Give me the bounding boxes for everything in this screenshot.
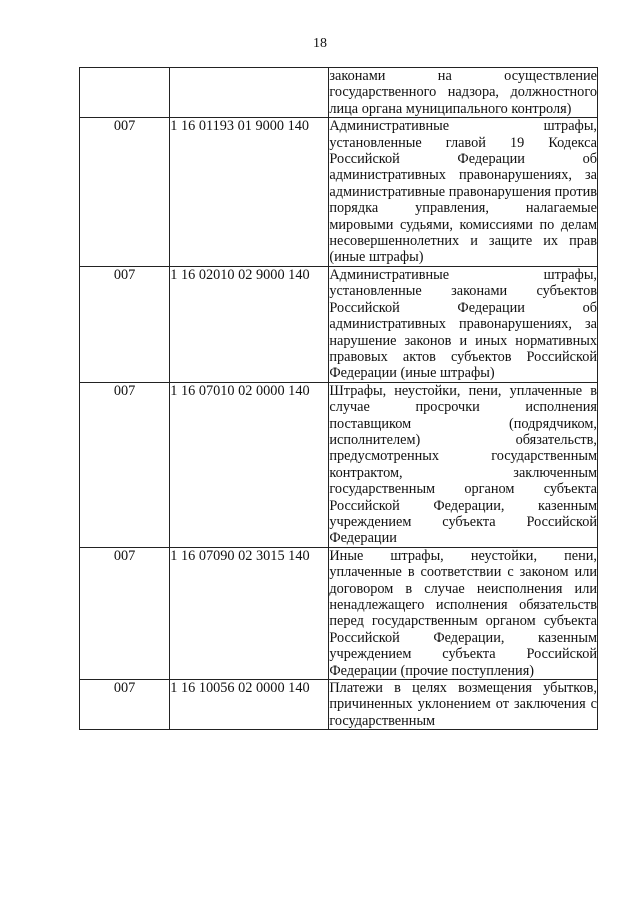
admin-code-cell — [80, 68, 170, 118]
revenue-name-cell — [329, 382, 598, 547]
revenue-name-cell — [329, 680, 598, 730]
revenue-name-cell — [329, 547, 598, 679]
table-row — [80, 680, 598, 730]
revenue-name-cell — [329, 118, 598, 267]
table-row — [80, 266, 598, 382]
kbk-code-cell: 1 16 02010 02 9000 140 — [170, 266, 329, 382]
admin-code-cell: 007 — [80, 547, 170, 679]
kbk-code-cell — [170, 68, 329, 118]
table-row — [80, 382, 598, 547]
table-row — [80, 118, 598, 267]
revenue-codes-table — [79, 67, 598, 730]
table-row — [80, 68, 598, 118]
revenue-name-cell — [329, 266, 598, 382]
admin-code-cell: 007 — [80, 680, 170, 730]
revenue-name-text: Платежи в целях возмещения убытков, причиненных уклонением от заключения с государственным — [329, 680, 597, 729]
revenue-name-text: Иные штрафы, неустойки, пени, уплаченные в соответствии с законом или договором в случае неисполнения или ненадлежащего исполнения обязательств перед государственным органом субъекта Российской Федерации, казенным учреждением субъекта Российской Федерации (прочие поступления) — [329, 547, 597, 679]
kbk-code-cell: 1 16 07090 02 3015 140 — [170, 547, 329, 679]
kbk-code-cell: 1 16 01193 01 9000 140 — [170, 118, 329, 267]
kbk-code-cell: 1 16 07010 02 0000 140 — [170, 382, 329, 547]
page-number: 18 — [313, 36, 327, 51]
revenue-name-cell — [329, 68, 598, 118]
admin-code-cell: 007 — [80, 118, 170, 267]
admin-code-cell: 007 — [80, 266, 170, 382]
revenue-name-text: Штрафы, неустойки, пени, уплаченные в случае просрочки исполнения поставщиком (подрядчиком, исполнителем) обязательств, предусмотренных государственным контрактом, заключенным государственным органом субъекта Российской Федерации, казенным учреждением субъекта Российской Федерации — [329, 382, 597, 547]
revenue-name-text: законами на осуществление государственного надзора, должностного лица органа муниципального контроля) — [329, 68, 597, 117]
revenue-name-text: Административные штрафы, установленные законами субъектов Российской Федерации об административных правонарушениях, за нарушение законов и иных нормативных правовых актов субъектов Российской Федерации (иные штрафы) — [329, 266, 597, 382]
table-row — [80, 547, 598, 679]
revenue-name-text: Административные штрафы, установленные главой 19 Кодекса Российской Федерации об административных правонарушениях, за административные правонарушения против порядка управления, налагаемые мировыми судьями, комиссиями по делам несовершеннолетних и защите их прав (иные штрафы) — [329, 118, 597, 266]
admin-code-cell: 007 — [80, 382, 170, 547]
kbk-code-cell: 1 16 10056 02 0000 140 — [170, 680, 329, 730]
